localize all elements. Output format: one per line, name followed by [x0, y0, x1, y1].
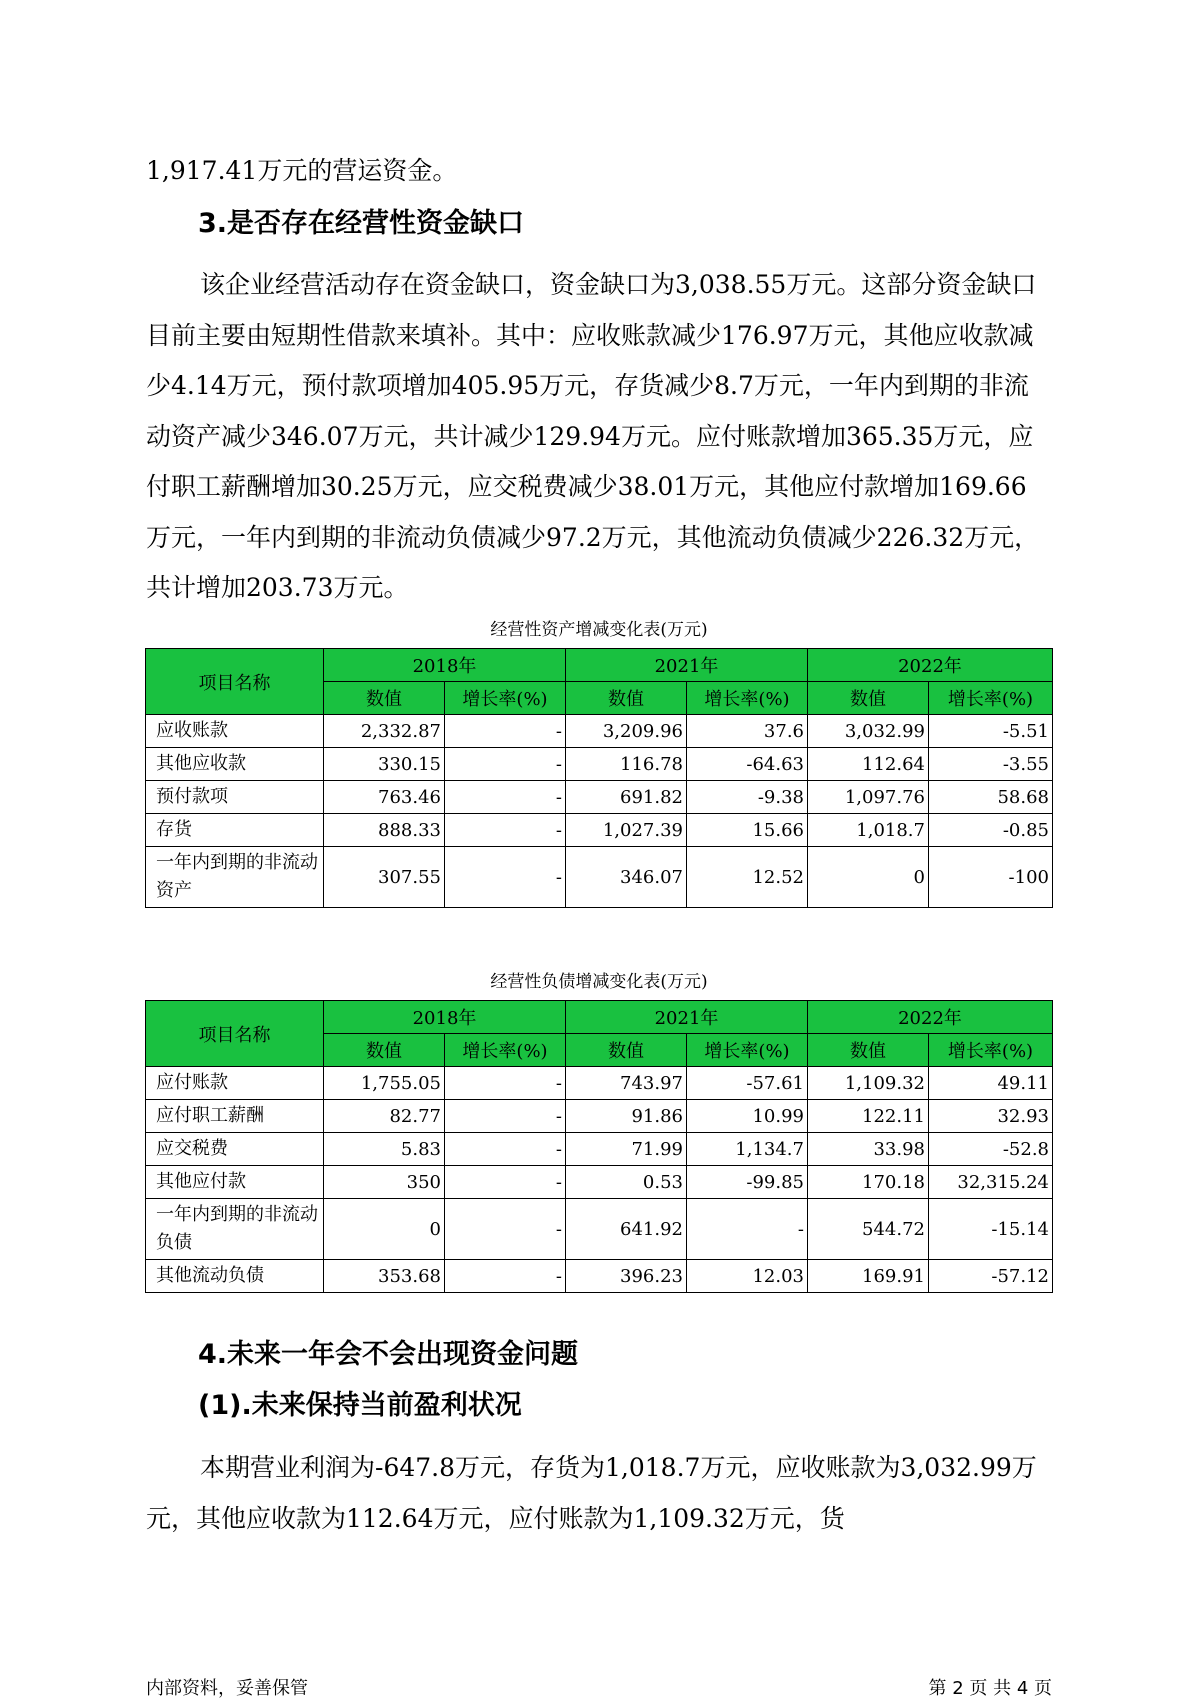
cell-rate: -3.55 [929, 748, 1053, 781]
operating-liabilities-table [145, 1000, 1053, 1293]
table-row [146, 814, 1053, 847]
cell-rate: -0.85 [929, 814, 1053, 847]
col-header-rate: 增长率(%) [445, 682, 566, 715]
paragraph-funding-gap: 该企业经营活动存在资金缺口，资金缺口为3,038.55万元。这部分资金缺口目前主要由短期性借款来填补。其中：应收账款减少176.97万元，其他应收款减少4.14万元，预付款项增加405.95万元，存货减少8.7万元，一年内到期的非流动资产减少346.07万元，共计减少129.94万元。应付账款增加365.35万元，应付职工薪酬增加30.25万元，应交税费减少38.01万元，其他应付款增加169.66万元，一年内到期的非流动负债减少97.2万元，其他流动负债减少226.32万元，共计增加203.73万元。 [146, 270, 1040, 602]
col-header-value: 数值 [566, 1034, 687, 1067]
col-header-rate: 增长率(%) [687, 1034, 808, 1067]
col-header-rate: 增长率(%) [929, 1034, 1053, 1067]
col-header-value: 数值 [566, 682, 687, 715]
cell-rate: 12.52 [687, 847, 808, 908]
cell-value: 763.46 [324, 781, 445, 814]
cell-value: 350 [324, 1166, 445, 1199]
cell-rate: - [445, 1260, 566, 1293]
cell-value: 346.07 [566, 847, 687, 908]
cell-value: 82.77 [324, 1100, 445, 1133]
operating-assets-table [145, 648, 1053, 908]
cell-rate: - [445, 748, 566, 781]
cell-value: 743.97 [566, 1067, 687, 1100]
table-row [146, 847, 1053, 908]
cell-value: 544.72 [808, 1199, 929, 1260]
cell-value: 1,755.05 [324, 1067, 445, 1100]
cell-rate: - [445, 1100, 566, 1133]
row-name: 应付职工薪酬 [146, 1100, 324, 1133]
cell-value: 641.92 [566, 1199, 687, 1260]
cell-rate: - [445, 814, 566, 847]
cell-value: 33.98 [808, 1133, 929, 1166]
cell-rate: 37.6 [687, 715, 808, 748]
cell-rate: - [445, 1067, 566, 1100]
cell-value: 122.11 [808, 1100, 929, 1133]
cell-value: 91.86 [566, 1100, 687, 1133]
cell-rate: 58.68 [929, 781, 1053, 814]
row-name: 一年内到期的非流动资产 [146, 847, 324, 908]
cell-value: 330.15 [324, 748, 445, 781]
row-name: 其他应收款 [146, 748, 324, 781]
cell-rate: 32.93 [929, 1100, 1053, 1133]
cell-rate: - [445, 1166, 566, 1199]
section-heading-3: 3.是否存在经营性资金缺口 [198, 208, 525, 239]
col-header-item-name: 项目名称 [146, 649, 324, 715]
table-row [146, 1166, 1053, 1199]
cell-value: 169.91 [808, 1260, 929, 1293]
cell-rate: - [445, 1199, 566, 1260]
cell-rate: - [445, 1133, 566, 1166]
col-header-rate: 增长率(%) [929, 682, 1053, 715]
col-header-year: 2022年 [808, 649, 1053, 682]
footer-page-number: 第 2 页 共 4 页 [928, 1678, 1052, 1699]
cell-rate: -52.8 [929, 1133, 1053, 1166]
cell-rate: -9.38 [687, 781, 808, 814]
cell-rate: -15.14 [929, 1199, 1053, 1260]
col-header-year: 2018年 [324, 649, 566, 682]
subsection-heading-4-1: (1).未来保持当前盈利状况 [198, 1390, 522, 1421]
cell-rate: 32,315.24 [929, 1166, 1053, 1199]
table2-caption: 经营性负债增减变化表(万元) [490, 972, 708, 992]
table-row [146, 1199, 1053, 1260]
col-header-rate: 增长率(%) [445, 1034, 566, 1067]
cell-value: 3,032.99 [808, 715, 929, 748]
cell-rate: - [687, 1199, 808, 1260]
section-heading-4: 4.未来一年会不会出现资金问题 [198, 1339, 579, 1370]
row-name: 其他应付款 [146, 1166, 324, 1199]
cell-value: 1,097.76 [808, 781, 929, 814]
cell-value: 1,018.7 [808, 814, 929, 847]
row-name: 应交税费 [146, 1133, 324, 1166]
cell-rate: -99.85 [687, 1166, 808, 1199]
cell-value: 0 [324, 1199, 445, 1260]
cell-value: 3,209.96 [566, 715, 687, 748]
table-row [146, 715, 1053, 748]
cell-value: 170.18 [808, 1166, 929, 1199]
col-header-value: 数值 [808, 1034, 929, 1067]
cell-rate: -57.61 [687, 1067, 808, 1100]
col-header-value: 数值 [324, 1034, 445, 1067]
row-name: 其他流动负债 [146, 1260, 324, 1293]
paragraph-working-capital: 1,917.41万元的营运资金。 [146, 156, 458, 185]
table-header-row [146, 649, 1053, 682]
row-name: 应收账款 [146, 715, 324, 748]
col-header-value: 数值 [324, 682, 445, 715]
col-header-year: 2018年 [324, 1001, 566, 1034]
cell-rate: 12.03 [687, 1260, 808, 1293]
cell-value: 5.83 [324, 1133, 445, 1166]
row-name: 预付款项 [146, 781, 324, 814]
table-row [146, 1133, 1053, 1166]
cell-rate: 1,134.7 [687, 1133, 808, 1166]
footer-confidential-note: 内部资料，妥善保管 [146, 1678, 308, 1699]
cell-rate: -100 [929, 847, 1053, 908]
table-row [146, 781, 1053, 814]
col-header-year: 2021年 [566, 1001, 808, 1034]
table1-caption: 经营性资产增减变化表(万元) [490, 620, 708, 640]
cell-value: 112.64 [808, 748, 929, 781]
col-header-rate: 增长率(%) [687, 682, 808, 715]
col-header-year: 2021年 [566, 649, 808, 682]
row-name: 一年内到期的非流动负债 [146, 1199, 324, 1260]
cell-rate: - [445, 847, 566, 908]
cell-value: 396.23 [566, 1260, 687, 1293]
row-name: 存货 [146, 814, 324, 847]
cell-rate: -57.12 [929, 1260, 1053, 1293]
cell-value: 2,332.87 [324, 715, 445, 748]
col-header-year: 2022年 [808, 1001, 1053, 1034]
cell-rate: 15.66 [687, 814, 808, 847]
table-row [146, 1260, 1053, 1293]
cell-value: 1,109.32 [808, 1067, 929, 1100]
row-name: 应付账款 [146, 1067, 324, 1100]
cell-rate: 10.99 [687, 1100, 808, 1133]
table-row [146, 748, 1053, 781]
cell-value: 1,027.39 [566, 814, 687, 847]
cell-value: 71.99 [566, 1133, 687, 1166]
cell-value: 307.55 [324, 847, 445, 908]
cell-rate: -5.51 [929, 715, 1053, 748]
col-header-value: 数值 [808, 682, 929, 715]
cell-value: 691.82 [566, 781, 687, 814]
cell-rate: - [445, 715, 566, 748]
cell-value: 116.78 [566, 748, 687, 781]
col-header-item-name: 项目名称 [146, 1001, 324, 1067]
cell-rate: 49.11 [929, 1067, 1053, 1100]
cell-value: 353.68 [324, 1260, 445, 1293]
cell-value: 0.53 [566, 1166, 687, 1199]
cell-value: 888.33 [324, 814, 445, 847]
table-row [146, 1100, 1053, 1133]
paragraph-operating-profit: 本期营业利润为-647.8万元，存货为1,018.7万元，应收账款为3,032.99万元，其他应收款为112.64万元，应付账款为1,109.32万元，货 [146, 1453, 1037, 1533]
table-row [146, 1067, 1053, 1100]
cell-value: 0 [808, 847, 929, 908]
cell-rate: - [445, 781, 566, 814]
cell-rate: -64.63 [687, 748, 808, 781]
table-header-row [146, 1001, 1053, 1034]
